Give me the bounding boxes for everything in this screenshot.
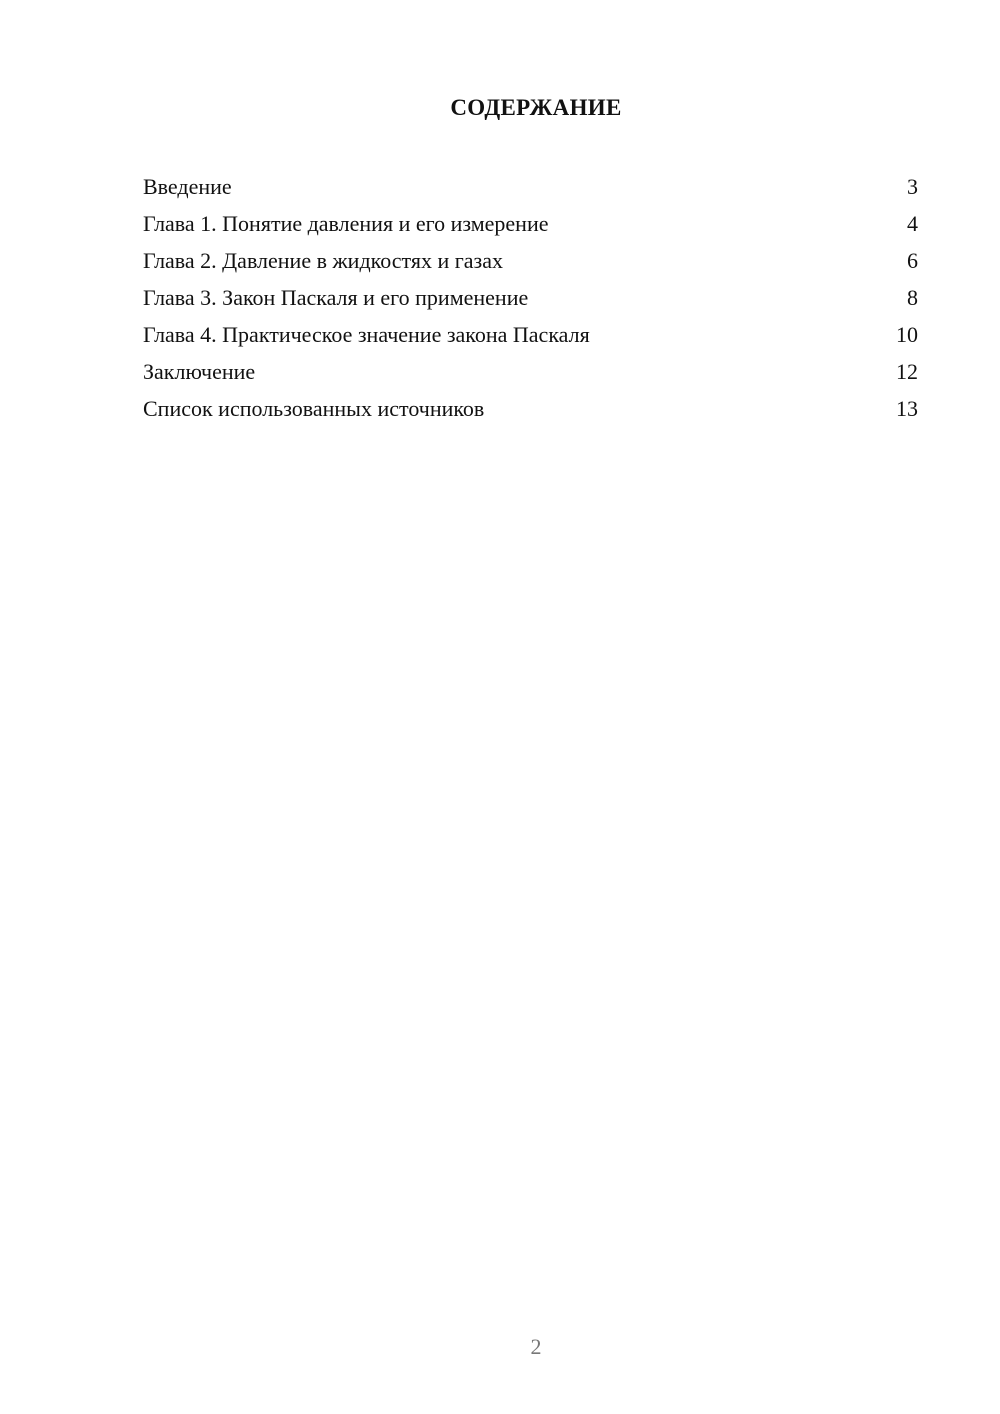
toc-entry-label: Глава 3. Закон Паскаля и его применение <box>143 285 529 310</box>
toc-entry-page: 8 <box>907 285 918 310</box>
toc-entry-chapter-2[interactable] <box>143 242 918 279</box>
toc-entry-label: Глава 1. Понятие давления и его измерение <box>143 211 549 236</box>
toc-entry-page: 6 <box>907 248 918 273</box>
toc-entry-label: Список использованных источников <box>143 396 485 421</box>
table-of-contents <box>143 168 918 427</box>
toc-entry-label: Введение <box>143 174 232 199</box>
toc-entry-conclusion[interactable] <box>143 353 918 390</box>
toc-entry-page: 4 <box>907 211 918 236</box>
toc-entry-references[interactable] <box>143 390 918 427</box>
toc-entry-introduction[interactable] <box>143 168 918 205</box>
toc-entry-label: Заключение <box>143 359 256 384</box>
toc-entry-label: Глава 4. Практическое значение закона Паскаля <box>143 322 590 347</box>
toc-entry-page: 12 <box>896 359 918 384</box>
toc-entry-label: Глава 2. Давление в жидкостях и газах <box>143 248 503 273</box>
toc-entry-page: 3 <box>907 174 918 199</box>
toc-entry-chapter-1[interactable] <box>143 205 918 242</box>
toc-title: СОДЕРЖАНИЕ <box>450 95 622 120</box>
toc-entry-chapter-4[interactable] <box>143 316 918 353</box>
toc-entry-chapter-3[interactable] <box>143 279 918 316</box>
toc-entry-page: 13 <box>896 396 918 421</box>
toc-entry-page: 10 <box>896 322 918 347</box>
page-number: 2 <box>530 1334 542 1359</box>
